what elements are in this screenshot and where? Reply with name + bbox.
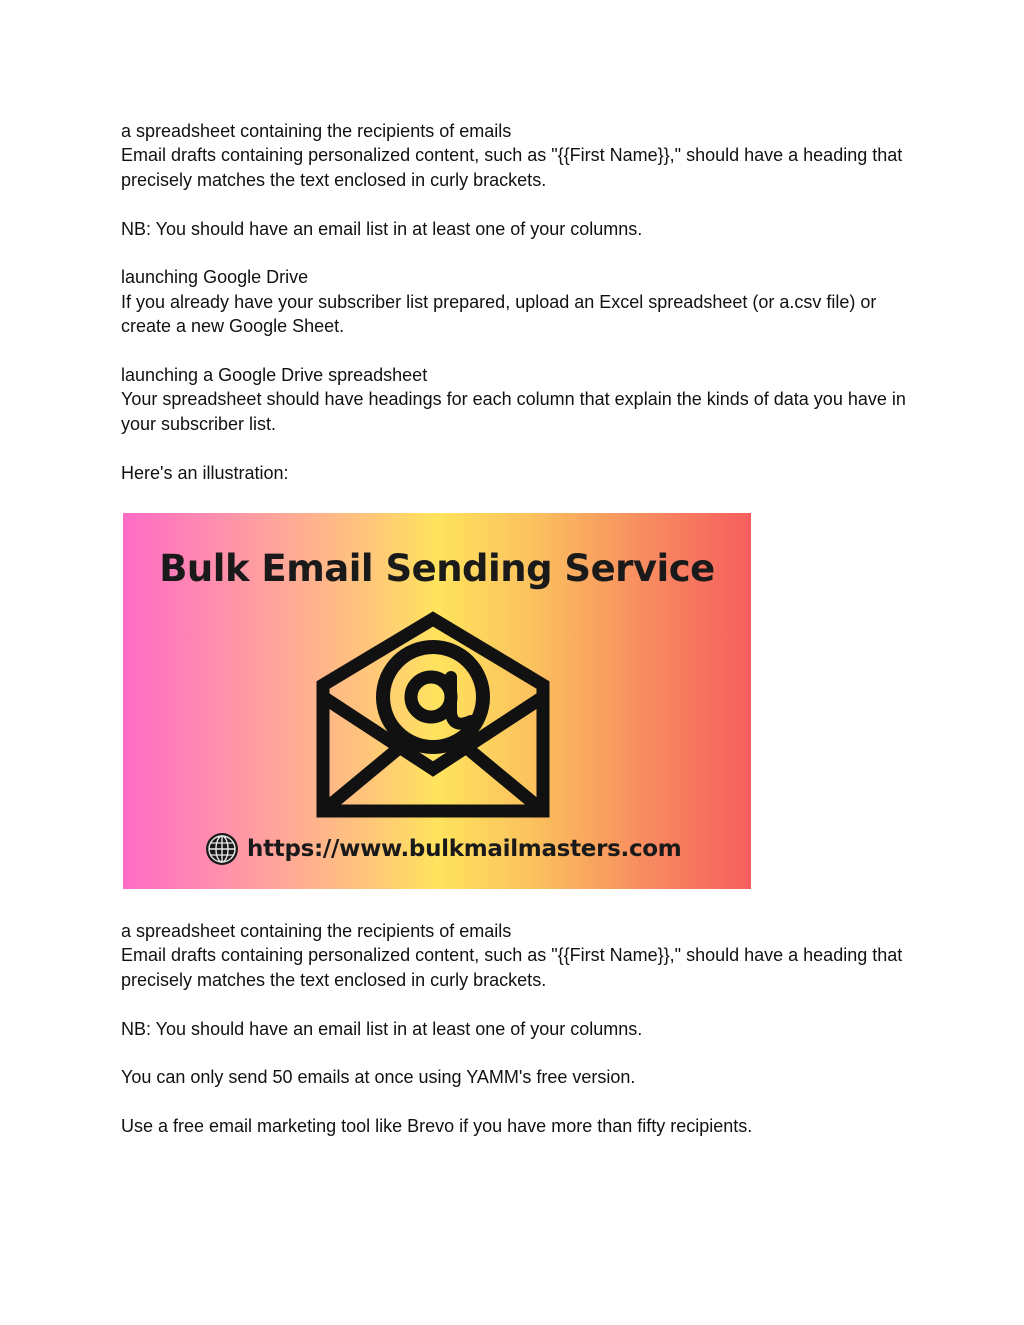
paragraph-nb-email-list: NB: You should have an email list in at least one of your columns. — [121, 218, 643, 239]
paragraph-recipients-intro: a spreadsheet containing the recipients of emails Email drafts containing personalized content, such as "{{First Name}}," should have a heading that precisely matches the text enclosed in curly brackets. — [121, 121, 903, 190]
paragraph-illustration-lead: Here's an illustration: — [121, 462, 289, 483]
banner-url-row — [205, 831, 681, 867]
illustration-banner — [123, 513, 751, 889]
paragraph-yamm-limit: You can only send 50 emails at once using YAMM's free version. — [121, 1067, 636, 1088]
paragraph-recipients-intro-repeat: a spreadsheet containing the recipients of emails Email drafts containing personalized content, such as "{{First Name}}," should have a heading that precisely matches the text enclosed in curly brackets. — [121, 921, 903, 990]
banner-url: https://www.bulkmailmasters.com — [247, 836, 682, 862]
paragraph-nb-email-list-repeat: NB: You should have an email list in at least one of your columns. — [121, 1018, 643, 1039]
banner-title: Bulk Email Sending Service — [159, 547, 715, 590]
text-section-top — [121, 119, 921, 485]
paragraph-google-drive: launching Google Drive If you already have your subscriber list prepared, upload an Excel spreadsheet (or a.csv file) or create a new Google Sheet. — [121, 267, 877, 337]
text-section-bottom — [121, 919, 921, 1139]
envelope-at-icon — [313, 611, 553, 819]
paragraph-brevo-tip: Use a free email marketing tool like Brevo if you have more than fifty recipients. — [121, 1116, 753, 1137]
globe-icon — [205, 832, 239, 866]
paragraph-google-drive-spreadsheet: launching a Google Drive spreadsheet Your spreadsheet should have headings for each column that explain the kinds of data you have in your subscriber list. — [121, 365, 906, 434]
